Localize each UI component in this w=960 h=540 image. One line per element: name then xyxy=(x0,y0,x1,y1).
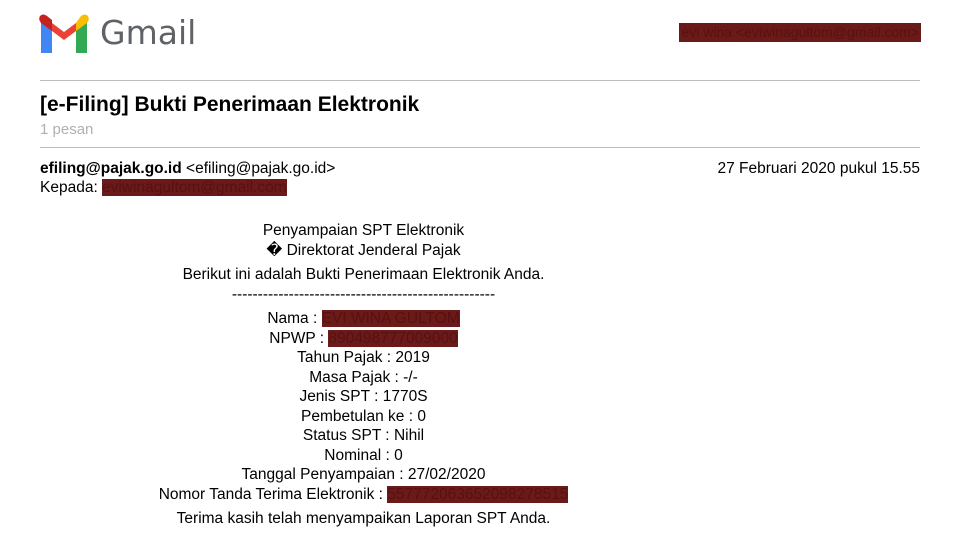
field-value: -/- xyxy=(403,368,418,386)
sender-name: efiling@pajak.go.id xyxy=(40,160,182,177)
gmail-wordmark: Gmail xyxy=(100,13,197,52)
field-label: Pembetulan ke : xyxy=(301,407,418,425)
field-label: NPWP : xyxy=(269,329,329,347)
field-value: EVI WINA GULTOM xyxy=(321,310,460,327)
field-status-spt xyxy=(0,426,727,446)
divider xyxy=(40,80,920,81)
field-tahun-pajak xyxy=(0,348,727,368)
gmail-m-icon xyxy=(38,13,90,53)
field-tanggal-penyampaian xyxy=(0,465,727,485)
field-label: Jenis SPT : xyxy=(299,388,383,405)
field-value: 27/02/2020 xyxy=(407,466,486,483)
message-date: 27 Februari 2020 pukul 15.55 xyxy=(717,160,920,177)
field-masa-pajak xyxy=(0,368,727,388)
message-count: 1 pesan xyxy=(40,121,94,138)
body-agency: � Direktorat Jenderal Pajak xyxy=(266,241,461,259)
field-npwp xyxy=(0,329,727,349)
field-label: Masa Pajak : xyxy=(309,368,404,386)
recipient-line xyxy=(40,179,287,197)
email-subject: [e-Filing] Bukti Penerimaan Elektronik xyxy=(40,93,420,116)
body-separator: --------------------------------------------------- xyxy=(231,285,496,303)
field-label: Nomor Tanda Terima Elektronik : xyxy=(158,485,388,503)
field-value: 2019 xyxy=(395,349,430,366)
body-closing: Terima kasih telah menyampaikan Laporan SPT Anda. xyxy=(176,510,551,527)
field-label: Nama : xyxy=(267,310,322,327)
gmail-logo[interactable] xyxy=(38,12,196,54)
field-value: 0 xyxy=(417,407,426,425)
recipient-email: eviwinagultom@gmail.com xyxy=(102,179,287,196)
field-value: 557772063652098278515 xyxy=(387,485,569,503)
field-nominal xyxy=(0,446,727,466)
field-label: Status SPT : xyxy=(302,427,394,444)
field-jenis-spt xyxy=(0,387,727,407)
field-nama xyxy=(0,309,727,329)
body-intro: Berikut ini adalah Bukti Penerimaan Elektronik Anda. xyxy=(182,266,545,283)
account-identity: evi wina <eviwinagultom@gmail.com> xyxy=(681,24,919,40)
field-label: Nominal : xyxy=(324,446,395,464)
field-label: Tahun Pajak : xyxy=(297,349,396,366)
field-value: 1770S xyxy=(382,388,428,405)
field-nomor-tanda-terima xyxy=(0,485,727,505)
recipient-label: Kepada: xyxy=(40,179,98,196)
message-body xyxy=(0,221,727,529)
sender-line xyxy=(40,160,335,178)
field-value: Nihil xyxy=(393,427,425,444)
sender-email: <efiling@pajak.go.id> xyxy=(186,160,336,177)
field-label: Tanggal Penyampaian : xyxy=(241,466,408,483)
divider xyxy=(40,147,920,148)
field-value: 890498777009000 xyxy=(328,329,458,347)
field-value: 0 xyxy=(394,446,403,464)
field-pembetulan xyxy=(0,407,727,427)
body-title: Penyampaian SPT Elektronik xyxy=(262,222,465,239)
